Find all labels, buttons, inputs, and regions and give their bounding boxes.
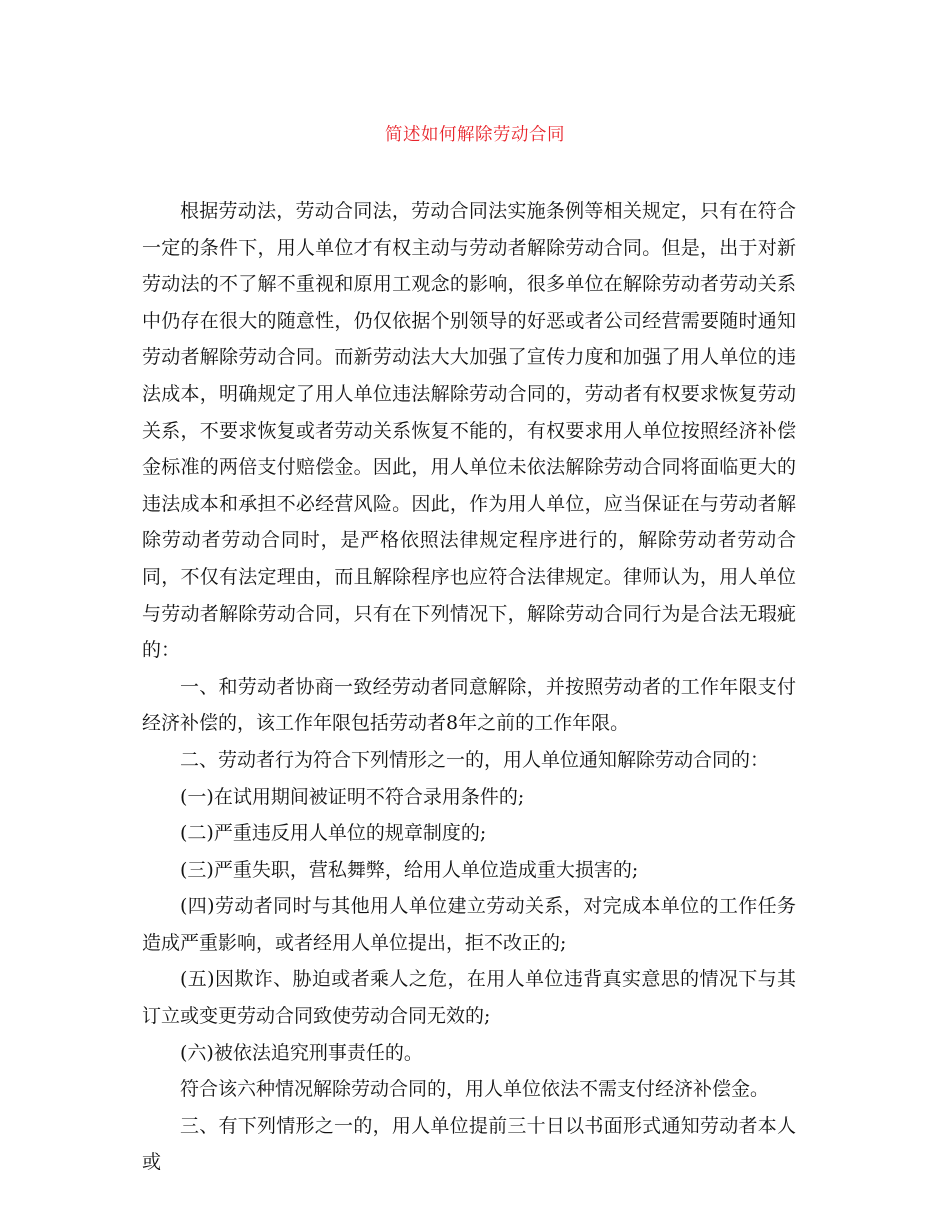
document-title: 简述如何解除劳动合同 <box>385 125 565 145</box>
paragraph-subitem-6: (六)被依法追究刑事责任的。 <box>180 1041 423 1064</box>
paragraph-item-1: 一、和劳动者协商一致经劳动者同意解除，并按照劳动者的工作年限支付经济补偿的，该工作年限包括劳动者8年之前的工作年限。 <box>142 675 796 735</box>
paragraph-subitem-2: (二)严重违反用人单位的规章制度的; <box>180 822 487 845</box>
paragraph-subitem-5: (五)因欺诈、胁迫或者乘人之危，在用人单位违背真实意思的情况下与其订立或变更劳动合同致使劳动合同无效的; <box>142 968 796 1028</box>
paragraph-summary: 符合该六种情况解除劳动合同的，用人单位依法不需支付经济补偿金。 <box>180 1078 770 1101</box>
paragraph-subitem-1: (一)在试用期间被证明不符合录用条件的; <box>180 785 525 808</box>
paragraph-intro: 根据劳动法，劳动合同法，劳动合同法实施条例等相关规定，只有在符合一定的条件下，用人单位才有权主动与劳动者解除劳动合同。但是，出于对新劳动法的不了解不重视和原用工观念的影响，很多单位在解除劳动者劳动关系中仍存在很大的随意性，仍仅依据个别领导的好恶或者公司经营需要随时通知劳动者解除劳动合同。而新劳动法大大加强了宣传力度和加强了用人单位的违法成本，明确规定了用人单位违法解除劳动合同的，劳动者有权要求恢复劳动关系，不要求恢复或者劳动关系恢复不能的，有权要求用人单位按照经济补偿金标准的两倍支付赔偿金。因此，用人单位未依法解除劳动合同将面临更大的违法成本和承担不必经营风险。因此，作为用人单位，应当保证在与劳动者解除劳动者劳动合同时，是严格依照法律规定程序进行的，解除劳动者劳动合同，不仅有法定理由，而且解除程序也应符合法律规定。律师认为，用人单位与劳动者解除劳动合同，只有在下列情况下，解除劳动合同行为是合法无瑕疵的： <box>142 200 796 662</box>
paragraph-item-2: 二、劳动者行为符合下列情形之一的，用人单位通知解除劳动合同的： <box>180 748 770 771</box>
paragraph-item-3: 三、有下列情形之一的，用人单位提前三十日以书面形式通知劳动者本人或 <box>142 1114 796 1174</box>
paragraph-subitem-4: (四)劳动者同时与其他用人单位建立劳动关系，对完成本单位的工作任务造成严重影响，或者经用人单位提出，拒不改正的; <box>142 895 796 954</box>
document-body <box>142 193 796 1181</box>
paragraph-subitem-3: (三)严重失职，营私舞弊，给用人单位造成重大损害的; <box>180 858 639 881</box>
